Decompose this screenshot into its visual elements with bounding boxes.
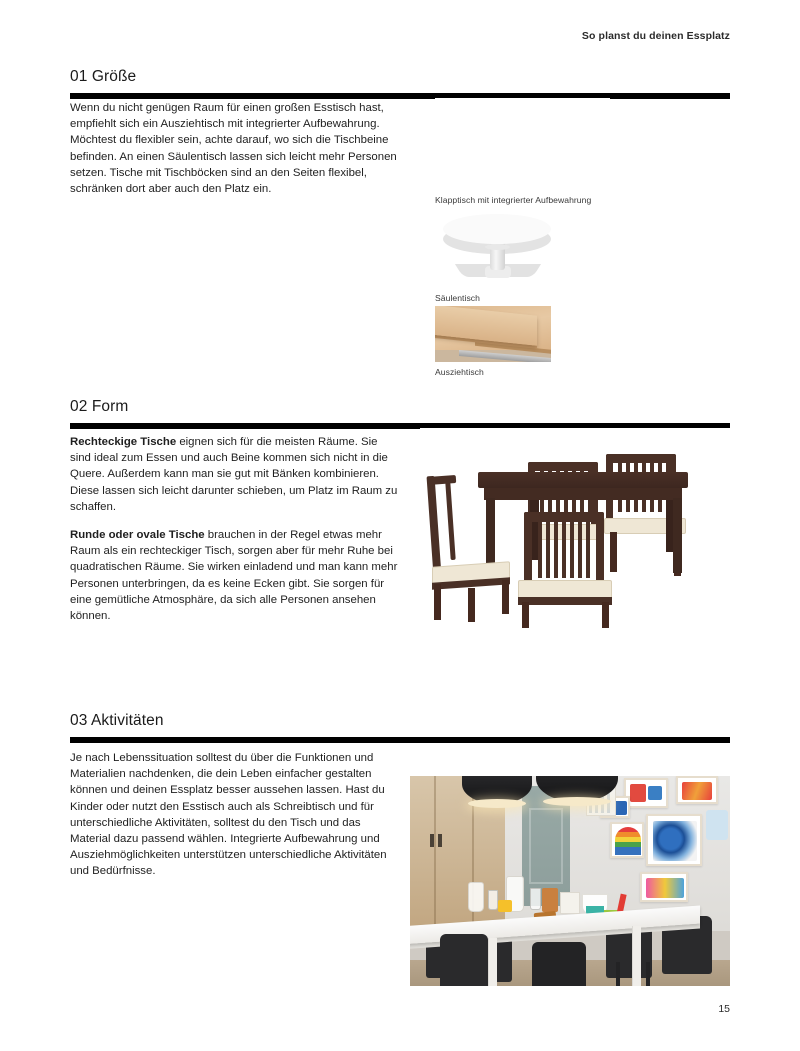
klapptisch-image	[435, 98, 610, 190]
cereal-jar	[542, 888, 558, 912]
framed-artwork	[676, 776, 718, 804]
chair-left	[420, 476, 516, 616]
framed-artwork	[640, 872, 688, 902]
section-form-body	[70, 434, 400, 624]
section-form	[70, 398, 730, 622]
drinking-glass	[488, 890, 498, 910]
figure-essplatz-raumfoto	[410, 776, 730, 986]
paragraph-rest: brauchen in der Regel etwas mehr Raum als ein rechteckiger Tisch, sorgen aber für mehr Ruhe bei quadratischen Räume. Sie wirken einladend und man kann mehr Personen unterbringen, da es keine Ecken gibt. Sie sorgen für eine gemütliche Atmosphäre, da sich alle Personen ansehen können.	[70, 528, 398, 622]
section-rule	[70, 737, 730, 743]
figure-esstisch-set	[420, 428, 730, 628]
paragraph-lead: Rechteckige Tische	[70, 436, 177, 448]
section-rule	[70, 93, 730, 99]
ausziehtisch-image	[435, 306, 551, 362]
paragraph: Je nach Lebenssituation solltest du über die Funktionen und Materialien nachdenken, die dein Leben einfacher gestalten können und deinen Essplatz besser aussehen lassen. Hast du Kinder oder nutzt den Esstisch auch als Schreibtisch und für unterschiedliche Aktivitäten, solltest du den Tisch und das Material dazu passend wählen. Integrierte Aufbewahrung und Ausziehmöglichkeiten unterstützen unterschiedliche Aktivitäten und Bedürfnisse.	[70, 752, 387, 878]
framed-artwork	[610, 822, 644, 858]
chair-front	[524, 512, 634, 622]
saeulentisch-image	[435, 208, 565, 288]
section-title-aktivitaeten: 03 Aktivitäten	[70, 712, 164, 729]
pendant-lamp	[536, 776, 618, 802]
juice-glass	[498, 900, 512, 912]
section-aktivitaeten	[70, 712, 730, 878]
paragraph: Wenn du nicht genügen Raum für einen großen Esstisch hast, empfiehlt sich ein Ausziehtisch mit integrierter Aufbewahrung. Möchtest du flexibler sein, achte darauf, wo sich die Tischbeine befinden. An einen Säulentisch lassen sich leicht mehr Personen setzen. Tische mit Tischböcken sind an den Seiten flexibel, schränken dort aber auch den Platz ein.	[70, 102, 397, 195]
figure-caption: Säulentisch	[435, 293, 480, 303]
esstisch-set-image	[420, 428, 730, 628]
essplatz-raumfoto-image	[410, 776, 730, 986]
framed-artwork	[646, 814, 702, 866]
section-groesse	[70, 68, 730, 377]
paragraph-rest: eignen sich für die meisten Räume. Sie sind ideal zum Essen und auch Beine kommen sich nicht in die Quere. Außerdem kann man sie gut mit Bänken kombinieren. Diese lassen sich leicht darunter schieben, um Platz im Raum zu schaffen.	[70, 436, 398, 513]
framed-artwork	[624, 778, 668, 808]
section-groesse-body	[70, 100, 400, 197]
dining-chair	[532, 942, 586, 986]
paragraph-lead: Runde oder ovale Tische	[70, 528, 205, 541]
figure-klapptisch	[435, 98, 610, 205]
drinking-glass	[530, 888, 541, 910]
figure-caption: Ausziehtisch	[435, 367, 484, 377]
water-jug	[468, 882, 484, 912]
figure-caption: Klapptisch mit integrierter Aufbewahrung	[435, 195, 592, 205]
section-aktivitaeten-body	[70, 750, 400, 880]
paragraph	[70, 434, 400, 515]
sugar-jar	[560, 892, 580, 914]
figure-saeulentisch	[435, 208, 565, 303]
dining-chair	[440, 934, 488, 986]
figure-ausziehtisch	[435, 306, 551, 377]
paragraph	[70, 527, 400, 624]
running-header: So planst du deinen Essplatz	[581, 30, 730, 42]
section-title-groesse: 01 Größe	[70, 68, 137, 85]
page-number: 15	[718, 1003, 730, 1015]
section-title-form: 02 Form	[70, 398, 129, 415]
